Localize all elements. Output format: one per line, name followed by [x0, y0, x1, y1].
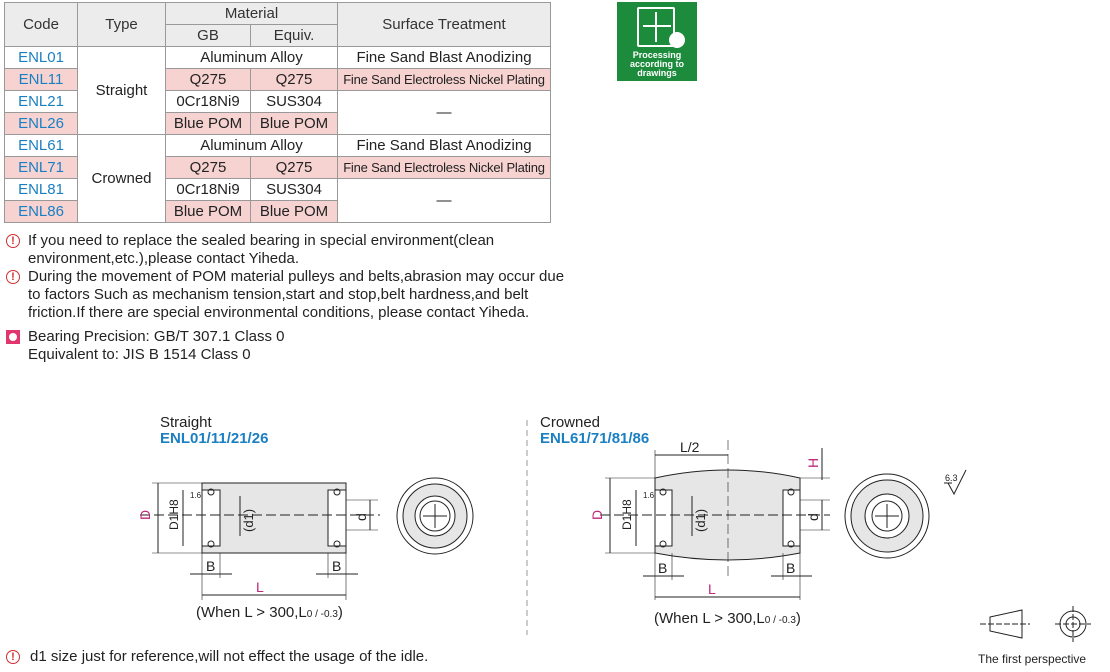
type-straight: Straight [78, 47, 166, 135]
roughness-1.6: 1.6 [190, 491, 202, 500]
label-D1-crowned: D1H8 [620, 499, 634, 530]
code-cell: ENL61 [5, 135, 78, 157]
header-type: Type [78, 3, 166, 47]
label-L-crowned: L [708, 581, 716, 597]
gb-cell: Blue POM [166, 113, 251, 135]
label-d: d [353, 513, 369, 521]
code-cell: ENL26 [5, 113, 78, 135]
surface-cell: Fine Sand Electroless Nickel Plating [338, 69, 551, 91]
surface-cell: — [338, 179, 551, 223]
first-perspective-icon [980, 606, 1091, 642]
equiv-cell: Q275 [251, 157, 338, 179]
note-text: During the movement of POM material pulleys and belts,abrasion may occur due to factors Such as mechanism tension,start and stop,belt hardness,and belt friction.If there are special environmental conditions, please contact Yiheda. [28, 268, 565, 321]
crowned-codes: ENL61/71/81/86 [540, 430, 650, 447]
equiv-cell: SUS304 [251, 179, 338, 201]
equiv-cell: Blue POM [251, 201, 338, 223]
gb-cell: 0Cr18Ni9 [166, 91, 251, 113]
gb-cell: Q275 [166, 69, 251, 91]
roughness-6.3: 6.3 [945, 473, 958, 483]
note-text: d1 size just for reference,will not effect the usage of the idle. [30, 648, 429, 665]
label-D1: D1H8 [167, 499, 181, 530]
condition-text: (When L > 300,L [196, 604, 307, 621]
surface-cell: Fine Sand Electroless Nickel Plating [338, 157, 551, 179]
code-cell: ENL81 [5, 179, 78, 201]
material-cell: Aluminum Alloy [166, 47, 338, 69]
label-B-right: B [332, 558, 342, 574]
label-H: H [805, 457, 821, 468]
crowned-roller-side [600, 440, 830, 600]
code-cell: ENL21 [5, 91, 78, 113]
label-B-left: B [206, 558, 216, 574]
equiv-cell: Blue POM [251, 113, 338, 135]
condition-tolerance: 0 / -0.3 [764, 615, 796, 626]
header-surface: Surface Treatment [338, 3, 551, 47]
material-cell: Aluminum Alloy [166, 135, 338, 157]
gb-cell: Q275 [166, 157, 251, 179]
badge-line: drawings [637, 68, 677, 78]
badge-line: according to [629, 59, 684, 69]
warning-icon: ! [6, 234, 20, 248]
warning-icon: ! [6, 270, 20, 284]
label-D: D [137, 509, 153, 520]
code-cell: ENL11 [5, 69, 78, 91]
equiv-cell: Q275 [251, 69, 338, 91]
code-cell: ENL01 [5, 47, 78, 69]
label-d1-crowned: (d1) [693, 508, 708, 532]
note-text: If you need to replace the sealed bearing in special environment(clean environment,etc.),please contact Yiheda. [28, 232, 495, 267]
straight-roller-end [397, 478, 473, 554]
condition-text: (When L > 300,L [654, 610, 765, 627]
crowned-title: Crowned [540, 414, 601, 431]
header-gb: GB [166, 25, 251, 47]
code-cell: ENL86 [5, 201, 78, 223]
label-D-crowned: D [589, 509, 605, 520]
perspective-label: The first perspective [978, 652, 1087, 666]
code-cell: ENL71 [5, 157, 78, 179]
label-B-right-crowned: B [786, 560, 796, 576]
label-d-crowned: d [805, 513, 821, 521]
equiv-cell: SUS304 [251, 91, 338, 113]
straight-title: Straight [160, 414, 212, 431]
surface-cell: — [338, 91, 551, 135]
straight-codes: ENL01/11/21/26 [160, 430, 269, 447]
label-L: L [256, 579, 264, 595]
label-d1: (d1) [241, 508, 256, 532]
gb-cell: Blue POM [166, 201, 251, 223]
bearing-text: Equivalent to: JIS B 1514 Class 0 [28, 346, 251, 363]
gb-cell: 0Cr18Ni9 [166, 179, 251, 201]
crowned-roller-end [845, 474, 929, 558]
label-B-left-crowned: B [658, 560, 668, 576]
type-crowned: Crowned [78, 135, 166, 223]
label-L2: L/2 [680, 439, 700, 455]
condition-tolerance: 0 / -0.3 [306, 609, 338, 620]
straight-condition: (When L > 300,L0 / -0.3) [196, 604, 343, 621]
header-equiv: Equiv. [251, 25, 338, 47]
surface-cell: Fine Sand Blast Anodizing [338, 47, 551, 69]
warning-icon: ! [6, 650, 20, 664]
surface-cell: Fine Sand Blast Anodizing [338, 135, 551, 157]
header-material: Material [166, 3, 338, 25]
badge-line: Processing [632, 50, 682, 60]
header-code: Code [5, 3, 78, 47]
bottom-note [6, 648, 428, 665]
crowned-condition: (When L > 300,L0 / -0.3) [654, 610, 801, 627]
roughness-1.6-crowned: 1.6 [643, 491, 655, 500]
bearing-text: Bearing Precision: GB/T 307.1 Class 0 [28, 328, 285, 345]
